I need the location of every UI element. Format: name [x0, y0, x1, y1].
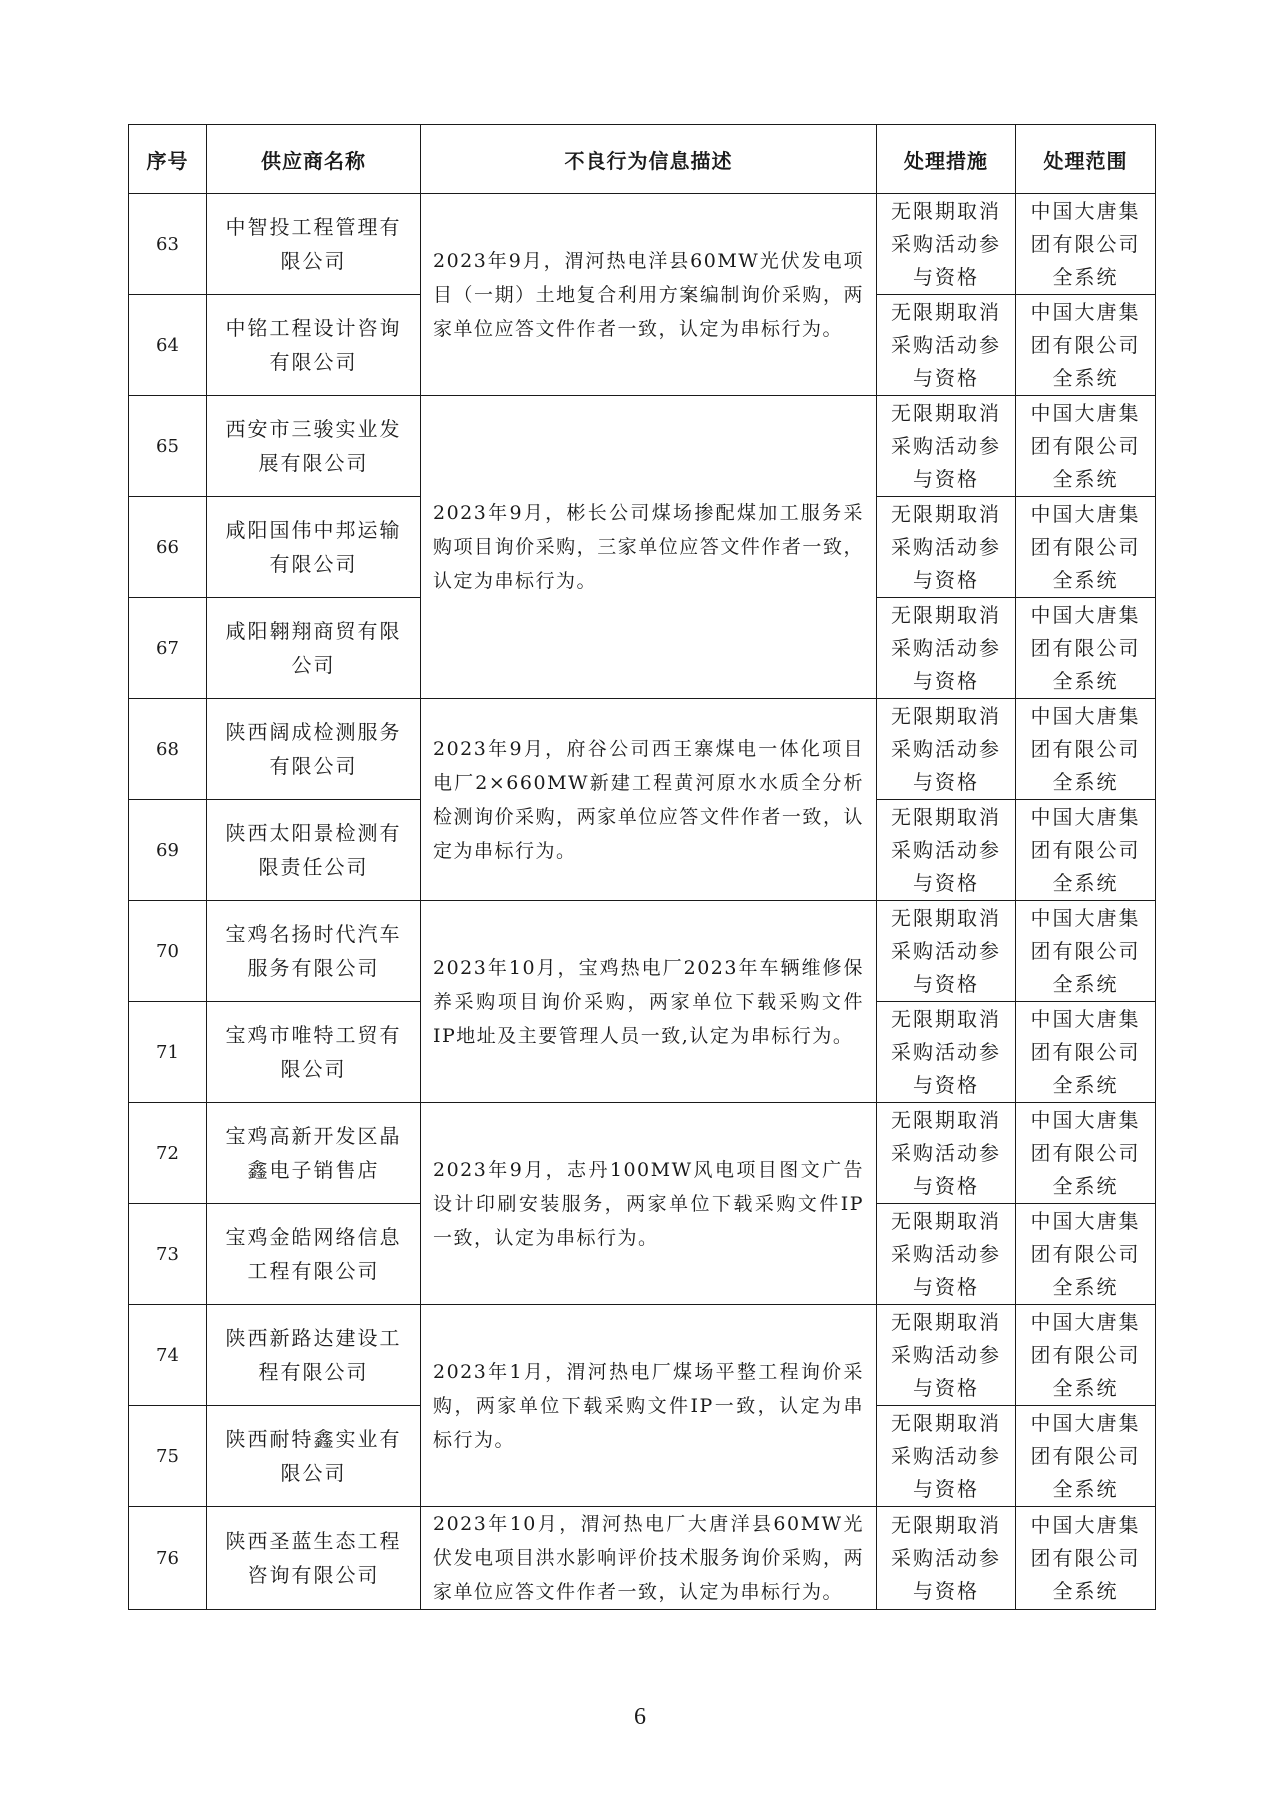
header-row	[129, 125, 1156, 194]
handling-measure: 无限期取消采购活动参与资格	[877, 1406, 1016, 1507]
handling-scope: 中国大唐集团有限公司全系统	[1016, 1002, 1156, 1103]
handling-measure: 无限期取消采购活动参与资格	[877, 194, 1016, 295]
misconduct-table	[128, 124, 1156, 1610]
misconduct-description: 2023年9月，渭河热电洋县60MW光伏发电项目（一期）土地复合利用方案编制询价采购，两家单位应答文件作者一致，认定为串标行为。	[421, 194, 877, 396]
header-measure: 处理措施	[877, 125, 1016, 194]
handling-measure: 无限期取消采购活动参与资格	[877, 497, 1016, 598]
serial-number: 69	[129, 800, 207, 901]
serial-number: 71	[129, 1002, 207, 1103]
supplier-name: 陕西太阳景检测有限责任公司	[207, 800, 421, 901]
handling-scope: 中国大唐集团有限公司全系统	[1016, 1103, 1156, 1204]
serial-number: 65	[129, 396, 207, 497]
handling-measure: 无限期取消采购活动参与资格	[877, 598, 1016, 699]
handling-scope: 中国大唐集团有限公司全系统	[1016, 598, 1156, 699]
table-row	[129, 1507, 1156, 1610]
table-row	[129, 699, 1156, 800]
header-supplier-name: 供应商名称	[207, 125, 421, 194]
handling-scope: 中国大唐集团有限公司全系统	[1016, 194, 1156, 295]
table-row	[129, 396, 1156, 497]
handling-scope: 中国大唐集团有限公司全系统	[1016, 699, 1156, 800]
serial-number: 76	[129, 1507, 207, 1610]
supplier-name: 陕西圣蓝生态工程咨询有限公司	[207, 1507, 421, 1610]
supplier-name: 陕西耐特鑫实业有限公司	[207, 1406, 421, 1507]
supplier-name: 咸阳国伟中邦运输有限公司	[207, 497, 421, 598]
serial-number: 70	[129, 901, 207, 1002]
serial-number: 67	[129, 598, 207, 699]
page-number: 6	[634, 1704, 646, 1730]
misconduct-description: 2023年9月，志丹100MW风电项目图文广告设计印刷安装服务，两家单位下载采购文件IP一致，认定为串标行为。	[421, 1103, 877, 1305]
misconduct-description: 2023年10月，渭河热电厂大唐洋县60MW光伏发电项目洪水影响评价技术服务询价采购，两家单位应答文件作者一致，认定为串标行为。	[421, 1507, 877, 1610]
serial-number: 64	[129, 295, 207, 396]
handling-scope: 中国大唐集团有限公司全系统	[1016, 1204, 1156, 1305]
handling-scope: 中国大唐集团有限公司全系统	[1016, 901, 1156, 1002]
serial-number: 74	[129, 1305, 207, 1406]
supplier-name: 咸阳翱翔商贸有限公司	[207, 598, 421, 699]
handling-measure: 无限期取消采购活动参与资格	[877, 699, 1016, 800]
handling-measure: 无限期取消采购活动参与资格	[877, 800, 1016, 901]
supplier-name: 西安市三骏实业发展有限公司	[207, 396, 421, 497]
table-row	[129, 1103, 1156, 1204]
supplier-name: 中铭工程设计咨询有限公司	[207, 295, 421, 396]
handling-scope: 中国大唐集团有限公司全系统	[1016, 800, 1156, 901]
handling-scope: 中国大唐集团有限公司全系统	[1016, 1507, 1156, 1610]
supplier-name: 宝鸡市唯特工贸有限公司	[207, 1002, 421, 1103]
handling-measure: 无限期取消采购活动参与资格	[877, 1002, 1016, 1103]
handling-measure: 无限期取消采购活动参与资格	[877, 1305, 1016, 1406]
serial-number: 68	[129, 699, 207, 800]
handling-measure: 无限期取消采购活动参与资格	[877, 396, 1016, 497]
misconduct-description: 2023年9月，彬长公司煤场掺配煤加工服务采购项目询价采购，三家单位应答文件作者一致，认定为串标行为。	[421, 396, 877, 699]
supplier-name: 宝鸡高新开发区晶鑫电子销售店	[207, 1103, 421, 1204]
table-row	[129, 1305, 1156, 1406]
handling-scope: 中国大唐集团有限公司全系统	[1016, 295, 1156, 396]
misconduct-description: 2023年10月，宝鸡热电厂2023年车辆维修保养采购项目询价采购，两家单位下载采购文件IP地址及主要管理人员一致,认定为串标行为。	[421, 901, 877, 1103]
handling-measure: 无限期取消采购活动参与资格	[877, 1204, 1016, 1305]
table-body	[129, 194, 1156, 1610]
supplier-name: 中智投工程管理有限公司	[207, 194, 421, 295]
misconduct-description: 2023年9月，府谷公司西王寨煤电一体化项目电厂2×660MW新建工程黄河原水水质全分析检测询价采购，两家单位应答文件作者一致，认定为串标行为。	[421, 699, 877, 901]
serial-number: 75	[129, 1406, 207, 1507]
misconduct-description: 2023年1月，渭河热电厂煤场平整工程询价采购，两家单位下载采购文件IP一致，认定为串标行为。	[421, 1305, 877, 1507]
handling-measure: 无限期取消采购活动参与资格	[877, 1103, 1016, 1204]
table-row	[129, 194, 1156, 295]
serial-number: 72	[129, 1103, 207, 1204]
handling-measure: 无限期取消采购活动参与资格	[877, 295, 1016, 396]
supplier-name: 宝鸡名扬时代汽车服务有限公司	[207, 901, 421, 1002]
handling-scope: 中国大唐集团有限公司全系统	[1016, 396, 1156, 497]
header-scope: 处理范围	[1016, 125, 1156, 194]
header-misconduct-description: 不良行为信息描述	[421, 125, 877, 194]
supplier-name: 宝鸡金皓网络信息工程有限公司	[207, 1204, 421, 1305]
serial-number: 66	[129, 497, 207, 598]
handling-scope: 中国大唐集团有限公司全系统	[1016, 497, 1156, 598]
serial-number: 63	[129, 194, 207, 295]
supplier-name: 陕西阔成检测服务有限公司	[207, 699, 421, 800]
header-serial-number: 序号	[129, 125, 207, 194]
handling-scope: 中国大唐集团有限公司全系统	[1016, 1406, 1156, 1507]
handling-scope: 中国大唐集团有限公司全系统	[1016, 1305, 1156, 1406]
table-row	[129, 901, 1156, 1002]
handling-measure: 无限期取消采购活动参与资格	[877, 901, 1016, 1002]
supplier-name: 陕西新路达建设工程有限公司	[207, 1305, 421, 1406]
table-header	[129, 125, 1156, 194]
serial-number: 73	[129, 1204, 207, 1305]
handling-measure: 无限期取消采购活动参与资格	[877, 1507, 1016, 1610]
